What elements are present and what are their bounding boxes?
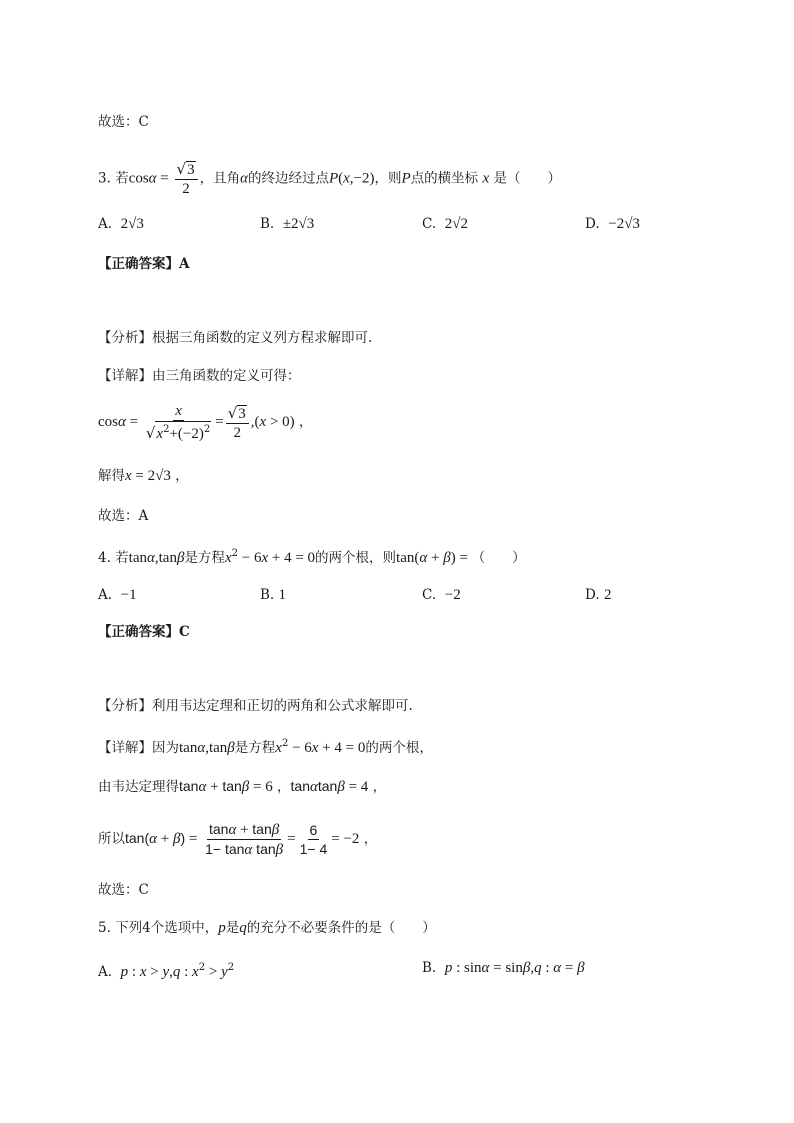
q3-analysis: 【分析】根据三角函数的定义列方程求解即可. — [98, 330, 373, 346]
q3-option-d[interactable]: D. −2√3 — [585, 216, 640, 232]
q4-option-a[interactable]: A. −1 — [98, 587, 137, 603]
q4-option-d[interactable]: D. 2 — [585, 587, 612, 603]
q4-answer: 【正确答案】C — [98, 624, 190, 640]
q5-option-a[interactable]: A. p : x > y,q : $x^2 > y^2$ — [98, 962, 235, 980]
q3-option-a[interactable]: A. 2√3 — [98, 216, 144, 232]
q3-solve: 解得x = 2√3 ， — [98, 468, 189, 484]
q4-choose: 故选：C — [98, 882, 149, 898]
q4-conclusion: 所以tan(α + β) = $\frac{\tan\alpha + \tan\beta}{\text{1− tanα tanβ}}$ = $\frac{6}{1- 4}$ = −2 ， — [98, 821, 378, 858]
q5-stem: 5. 下列4个选项中，p是q的充分不必要条件的是（ ） — [98, 920, 436, 936]
q3-answer: 【正确答案】A — [98, 256, 190, 272]
q4-vieta: 由韦达定理得tanα + tanβ = 6 ，tanαtanβ = 4 ， — [98, 778, 387, 795]
q4-stem: 4. 若tanα,tanβ是方程$x^2 - 6x + 4 = 0$的两个根，则tan(α + β) = （ ） — [98, 548, 526, 566]
q3-option-c[interactable]: C. 2√2 — [422, 216, 468, 232]
q3-detail-head: 【详解】由三角函数的定义可得： — [98, 368, 301, 384]
q4-detail: 【详解】因为tanα,tanβ是方程$x^2 - 6x + 4 = 0$的两个根， — [98, 738, 433, 756]
q2-choose: 故选：C — [98, 114, 149, 130]
q5-option-b[interactable]: B. p : sinα = sinβ,q : α = β — [422, 960, 585, 976]
q3-stem: 3. 若cosα = $\frac{√3}{2}$ ，且角α的终边经过点P(x,−2)，则P点的横坐标 x 是（ ） — [98, 160, 561, 197]
q3-option-b[interactable]: B. ±2√3 — [260, 216, 315, 232]
q4-option-b[interactable]: B. 1 — [260, 587, 287, 603]
q3-formula: cosα = $\frac{x}{√x^2+(-2)^2}$ = $\frac{√3}{2}$ ,(x > 0) ， — [98, 403, 313, 442]
q4-analysis: 【分析】利用韦达定理和正切的两角和公式求解即可. — [98, 698, 413, 714]
q3-choose: 故选：A — [98, 508, 149, 524]
q4-option-c[interactable]: C. −2 — [422, 587, 461, 603]
